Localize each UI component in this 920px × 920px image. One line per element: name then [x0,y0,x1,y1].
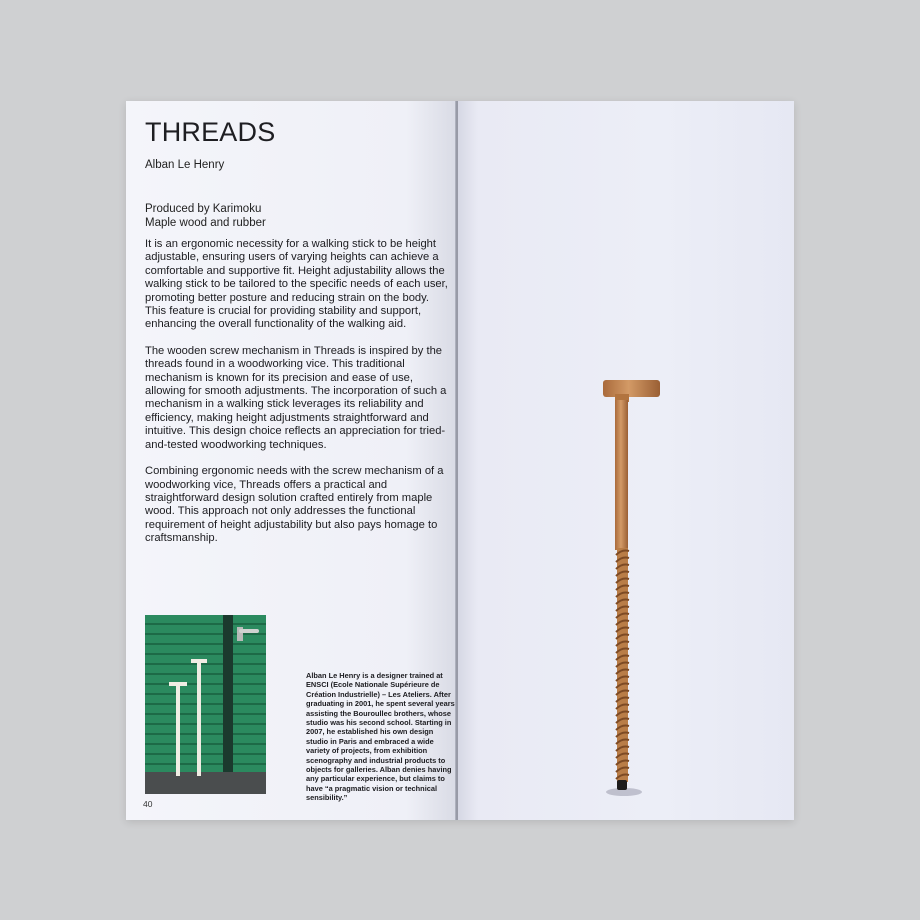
article-author: Alban Le Henry [145,159,225,171]
photo-stick-left-handle [169,682,187,686]
stick-upper-shaft [615,400,628,550]
photo-stick-right-handle [191,659,207,663]
stick-handle [603,380,660,397]
stick-threaded-shaft [616,548,629,782]
photo-stick-left [176,683,180,776]
body-paragraph-1: It is an ergonomic necessity for a walking stick to be height adjustable, ensuring users of varying heights can achieve a comfortable and supportive fit. Height adjustability allows the walking stick to be tailored to the specific needs of each user, promoting better posture and reducing strain on the body. This feature is crucial for providing stability and support, enhancing the overall functionality of the walking aid. [145,238,448,331]
material-line: Maple wood and rubber [145,217,266,229]
producer-line: Produced by Karimoku [145,203,262,215]
article-title: THREADS [145,117,276,147]
body-paragraph-2: The wooden screw mechanism in Threads is inspired by the threads found in a woodworking vice. This traditional mechanism is known for its precision and ease of use, allowing for smooth adjustments. The incorporation of such a mechanism in a walking stick leverages its reliability and efficiency, making height adjustments straightforward and intuitive. This design choice reflects an appreciation for tried-and-tested woodworking techniques. [145,344,447,451]
left-page [126,101,456,820]
photo-ground [145,772,266,794]
walking-stick-image [560,370,760,800]
photo-door-post [223,615,233,794]
article-body [145,238,453,559]
body-paragraph-3: Combining ergonomic needs with the screw mechanism of a woodworking vice, Threads offers a practical and straightforward design solution crafted entirely from maple wood. This approach not only addresses the functional requirement of height adjustability but also pays homage to craftsmanship. [145,465,444,545]
photo-door-handle [239,629,259,633]
stick-rubber-tip [617,780,627,790]
designer-bio: Alban Le Henry is a designer trained at ENSCI (Ecole Nationale Supérieure de Création Industrielle) – Les Ateliers. After graduating in 2001, he spent several years assisting the Bouroullec brothers, whose studio was his second school. Starting in 2007, he established his own design studio in Paris and embraced a wide variety of projects, from exhibition scenography and industrial products to objects for galleries. Alban denies having any particular experience, but claims to have “a pragmatic vision or technical sensibility.” [306,671,455,803]
photo-stick-right [197,660,201,776]
page-number: 40 [143,799,153,809]
product-meta [145,202,266,230]
walking-sticks-photo [145,615,266,794]
